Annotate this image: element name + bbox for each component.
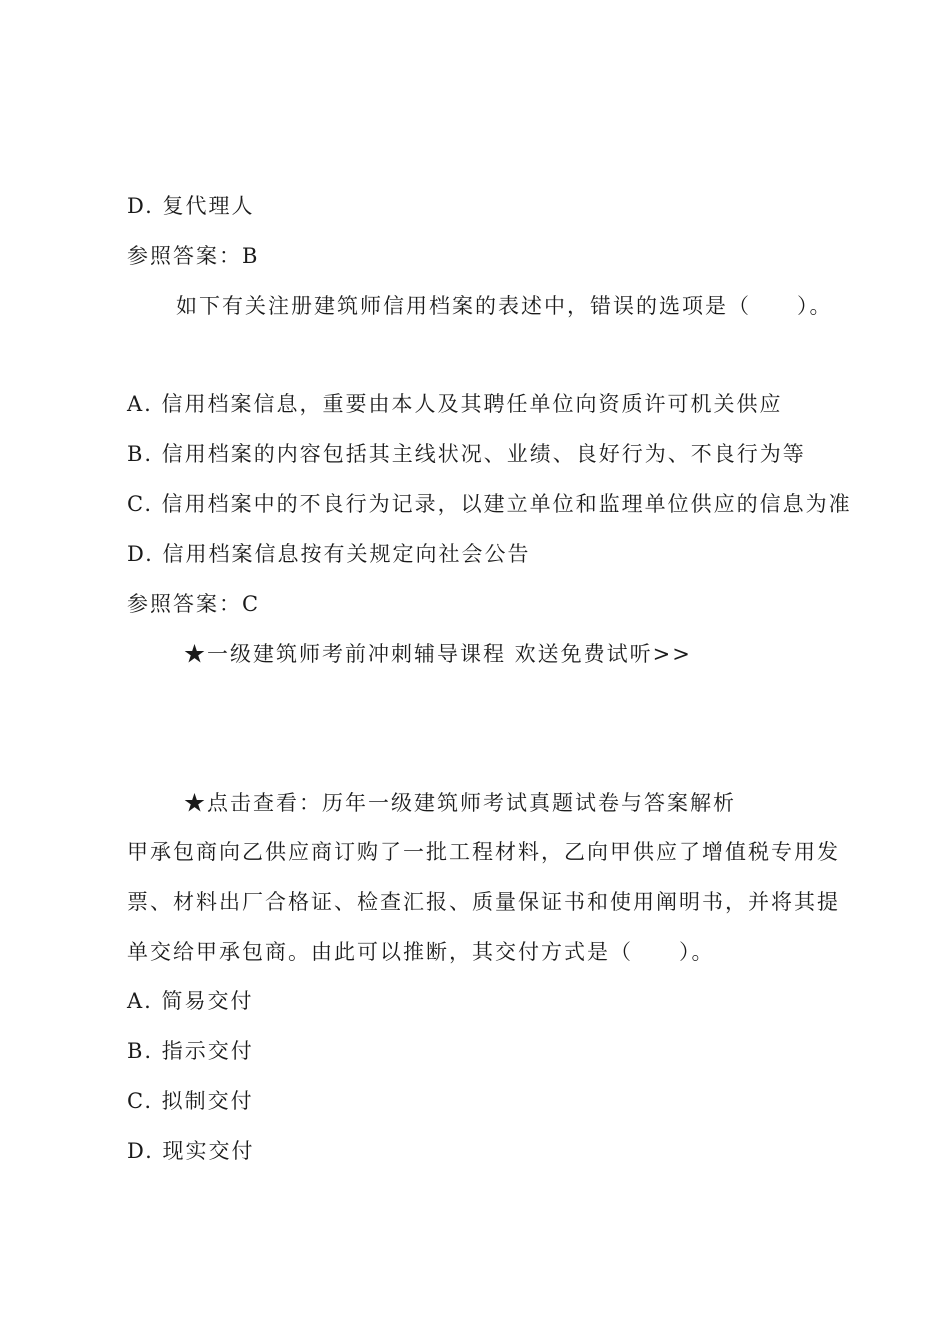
q2-option-a: A. 信用档案信息，重要由本人及其聘任单位向资质许可机关供应 <box>127 392 783 416</box>
q2-option-d: D. 信用档案信息按有关规定向社会公告 <box>127 542 531 566</box>
q1-option-d: D. 复代理人 <box>127 194 255 218</box>
q3-question-line-2: 票、材料出厂合格证、检查汇报、质量保证书和使用阐明书，并将其提 <box>127 890 840 914</box>
course-promo-link[interactable]: ★一级建筑师考前冲刺辅导课程 欢送免费试听>> <box>184 642 692 666</box>
exam-papers-link[interactable]: ★点击查看：历年一级建筑师考试真题试卷与答案解析 <box>184 791 736 815</box>
q3-question-line-1: 甲承包商向乙供应商订购了一批工程材料，乙向甲供应了增值税专用发 <box>127 840 840 864</box>
q2-question: 如下有关注册建筑师信用档案的表述中，错误的选项是（ ）。 <box>176 294 833 318</box>
q2-option-b: B. 信用档案的内容包括其主线状况、业绩、良好行为、不良行为等 <box>127 442 806 466</box>
q3-question-line-3: 单交给甲承包商。由此可以推断，其交付方式是（ ）。 <box>127 940 715 964</box>
q3-option-d: D. 现实交付 <box>127 1139 255 1163</box>
q2-answer: 参照答案：C <box>127 592 261 616</box>
q1-answer: 参照答案：B <box>127 244 260 268</box>
q3-option-b: B. 指示交付 <box>127 1039 254 1063</box>
q3-option-c: C. 拟制交付 <box>127 1089 254 1113</box>
q2-option-c: C. 信用档案中的不良行为记录，以建立单位和监理单位供应的信息为准 <box>127 492 852 516</box>
q3-option-a: A. 简易交付 <box>127 989 254 1013</box>
